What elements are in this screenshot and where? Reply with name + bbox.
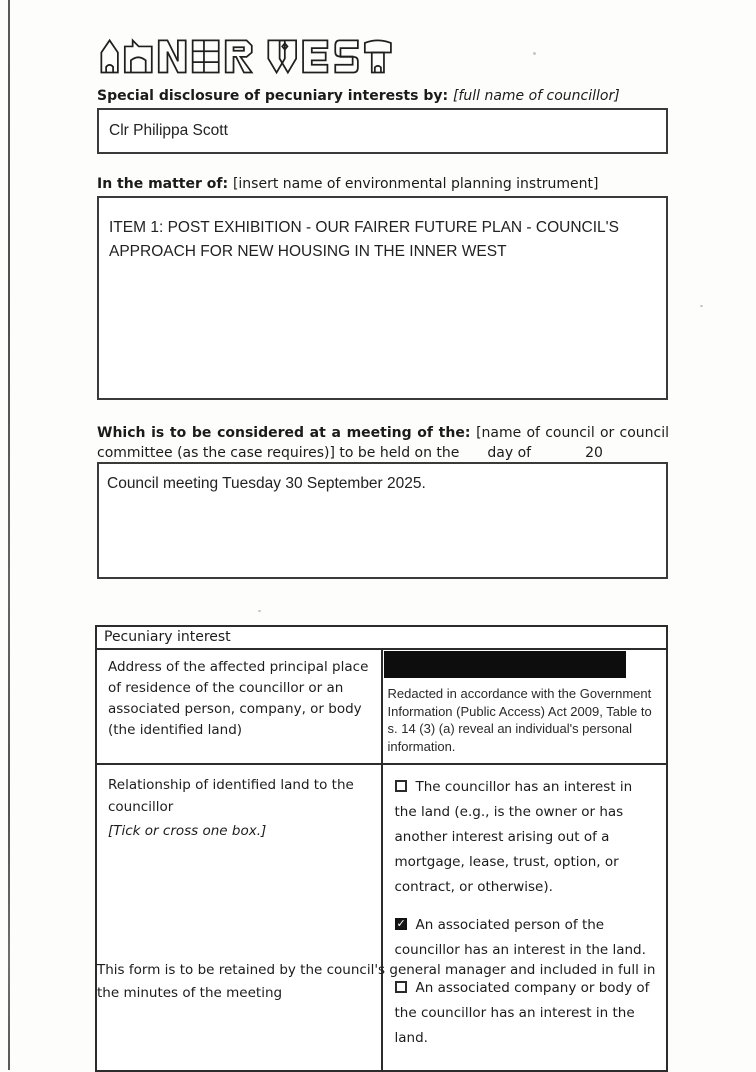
scan-speck: [533, 52, 536, 55]
matter-field: [97, 196, 668, 400]
option-councillor-interest: [395, 775, 659, 900]
option-text: An associated company or body of the councillor has an interest in the land.: [394, 980, 650, 1046]
day-of-label: day of: [487, 444, 532, 461]
address-label: Address of the affected principal place of residence of the councillor or an associated person, company, or body (the identified land): [96, 649, 382, 764]
disclosure-label-hint: [full name of councillor]: [452, 88, 620, 104]
meeting-label: [97, 424, 669, 463]
redaction-note: Redacted in accordance with the Government Information (Public Access) Act 2009, Table to s. 14 (3) (a) reveal an individual's personal information.: [387, 686, 652, 754]
relationship-options-cell: [382, 764, 668, 1071]
option-associated-person: [395, 913, 659, 963]
meeting-label-hint: [name of council or council committee (as the case requires)] to be held on the: [97, 425, 669, 461]
scanner-artifact-line: [8, 0, 10, 1070]
matter-value: ITEM 1: POST EXHIBITION - OUR FAIRER FUTURE PLAN - COUNCIL'S APPROACH FOR NEW HOUSING IN THE INNER WEST: [109, 219, 619, 260]
disclosure-label-bold: Special disclosure of pecuniary interests by:: [97, 88, 453, 104]
option-text: An associated person of the councillor has an interest in the land.: [394, 917, 646, 958]
matter-label: [97, 175, 669, 194]
relationship-label-hint: [Tick or cross one box.]: [108, 823, 267, 839]
table-header-row: [96, 626, 667, 649]
option-text: The councillor has an interest in the land (e.g., is the owner or has another interest arising out of a mortgage, lease, trust, option, or contract, or otherwise).: [394, 779, 633, 895]
meeting-label-bold: Which is to be considered at a meeting of the:: [97, 425, 477, 441]
retention-note: This form is to be retained by the council's general manager and included in full in the minutes of the meeting: [97, 962, 656, 1001]
inner-west-logo: [97, 36, 397, 80]
pecuniary-interest-header: Pecuniary interest: [96, 626, 667, 649]
meeting-value: Council meeting Tuesday 30 September 2025.: [107, 475, 426, 492]
matter-label-bold: In the matter of:: [97, 176, 233, 192]
checkbox-icon: [395, 780, 407, 792]
relationship-row: [96, 764, 667, 1071]
councillor-name-value: Clr Philippa Scott: [109, 122, 228, 139]
relationship-label: [96, 764, 382, 1071]
inner-west-logo-icon: [97, 36, 397, 76]
scan-speck: [700, 305, 703, 307]
disclosure-label: [97, 87, 669, 106]
redaction-bar: [384, 651, 627, 678]
scan-speck: [258, 610, 261, 612]
matter-label-hint: [insert name of environmental planning instrument]: [232, 176, 599, 192]
address-value-cell: [382, 649, 668, 764]
meeting-field: [97, 462, 668, 579]
councillor-name-field: [97, 108, 668, 154]
checkbox-checked-icon: [395, 918, 407, 930]
year-prefix-label: 20: [585, 444, 603, 461]
address-row: [96, 649, 667, 764]
relationship-label-bold: Relationship of identified land to the councillor: [108, 777, 354, 815]
